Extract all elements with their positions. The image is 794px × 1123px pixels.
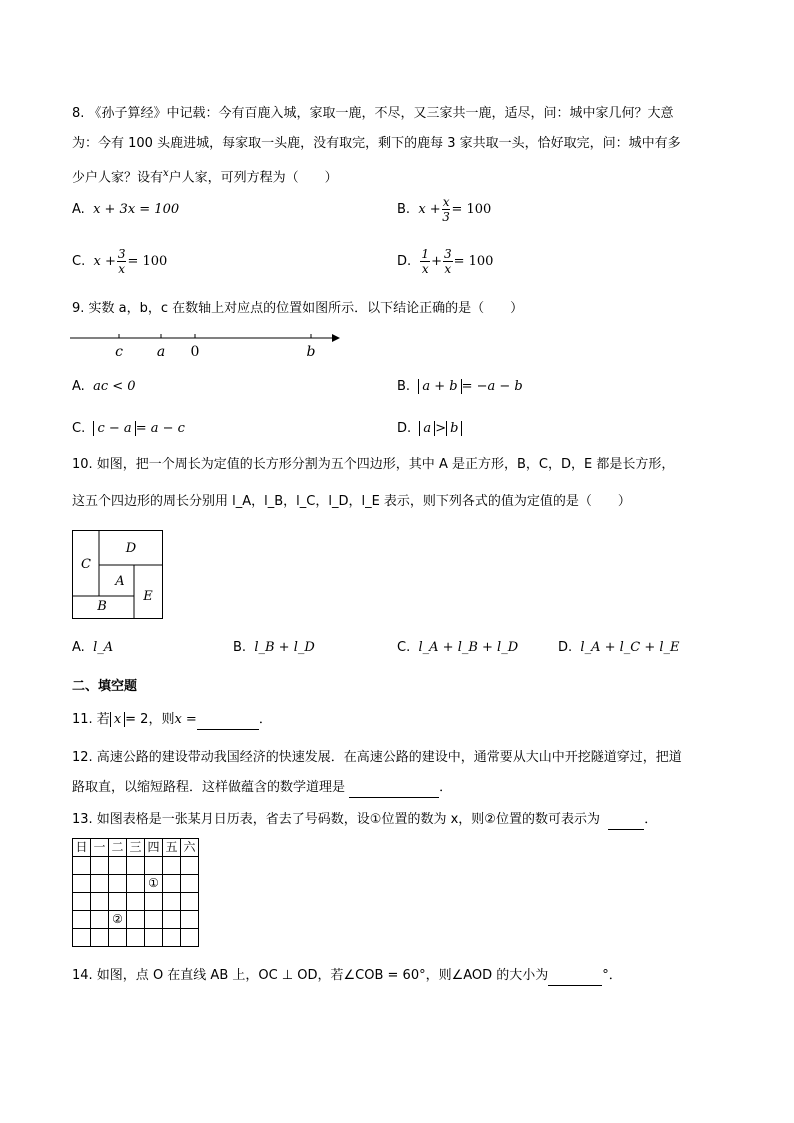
q12-line1: 12. 高速公路的建设带动我国经济的快速发展．在高速公路的建设中，通常要从大山中开挖隧道穿过，把道 <box>72 750 682 765</box>
q9-option-d: D. a > b <box>397 419 462 439</box>
q10-option-a: A. l_A <box>72 640 114 655</box>
q10-option-b: B. l_B + l_D <box>233 640 315 655</box>
q11: 11. 若 x = 2，则x = ． <box>72 710 272 730</box>
q10-line2: 这五个四边形的周长分别用 l_A，l_B，l_C，l_D，l_E 表示，则下列各式的值为定值的是（ ） <box>72 494 631 509</box>
q13-stem: 13. 如图表格是一张某月日历表，省去了号码数，设①位置的数为 x，则②位置的数可表示为 ． <box>72 810 657 830</box>
calendar-row <box>73 893 199 911</box>
calendar-header-cell: 五 <box>163 839 181 857</box>
calendar-header-cell: 三 <box>127 839 145 857</box>
calendar-row <box>73 875 199 893</box>
calendar-mark-1: ① <box>145 875 163 893</box>
number-line <box>70 328 350 364</box>
calendar-header-cell: 六 <box>181 839 199 857</box>
fig-label-d: D <box>125 541 137 556</box>
label-b: b <box>306 344 316 360</box>
q8-line2: 为：今有 100 头鹿进城，每家取一头鹿，没有取完，剩下的鹿每 3 家共取一头，恰好取完，问：城中有多 <box>72 136 681 151</box>
q9-option-b: B. a + b = −a − b <box>397 379 523 394</box>
q8-option-c: C. x + $\frac{3}{x}$ = 100 <box>72 247 168 276</box>
label-c: c <box>115 344 123 360</box>
calendar-header-cell: 四 <box>145 839 163 857</box>
q12-line2: 路取直，以缩短路程．这样做蕴含的数学道理是 ． <box>72 778 452 798</box>
q8-option-d: D. $\frac{1}{x}$ + $\frac{3}{x}$ = 100 <box>397 247 494 276</box>
calendar-header-cell: 一 <box>91 839 109 857</box>
calendar-header-cell: 日 <box>73 839 91 857</box>
q9-option-c: C. c − a = a − c <box>72 421 185 436</box>
q10-option-d: D. l_A + l_C + l_E <box>558 640 680 655</box>
calendar-row <box>73 929 199 947</box>
number-line-arrow <box>332 334 340 342</box>
fig-label-e: E <box>143 589 153 604</box>
calendar-table <box>72 838 199 947</box>
label-a: a <box>156 344 166 360</box>
q8-option-a: A. x + 3x = 100 <box>72 202 180 217</box>
q12-answer-blank[interactable] <box>349 783 439 798</box>
calendar-mark-2: ② <box>109 911 127 929</box>
fig-label-b: B <box>97 599 107 614</box>
q11-answer-blank[interactable] <box>197 715 259 730</box>
calendar-header-cell: 二 <box>109 839 127 857</box>
q14-answer-blank[interactable] <box>548 971 602 986</box>
rectangle-figure <box>72 530 164 620</box>
q9-option-a: A. ac < 0 <box>72 379 136 394</box>
q8-line3: 少户人家？设有$^x$户人家，可列方程为（ ） <box>72 168 338 186</box>
q10-option-c: C. l_A + l_B + l_D <box>397 640 519 655</box>
calendar-row <box>73 911 199 929</box>
q9-stem: 9. 实数 a，b，c 在数轴上对应点的位置如图所示．以下结论正确的是（ ） <box>72 301 524 316</box>
calendar-header-row <box>73 839 199 857</box>
label-zero: 0 <box>190 344 200 360</box>
q13-answer-blank[interactable] <box>608 815 644 830</box>
calendar-row <box>73 857 199 875</box>
section-title: 二、填空题 <box>72 679 138 694</box>
fig-label-a: A <box>115 574 125 589</box>
q8-option-b: B. x + $\frac{x}{3}$ = 100 <box>397 195 492 224</box>
q10-line1: 10. 如图，把一个周长为定值的长方形分割为五个四边形，其中 A 是正方形，B，C，D，E 都是长方形， <box>72 457 675 472</box>
fig-label-c: C <box>81 557 91 572</box>
q8-line1: 8. 《孙子算经》中记载：今有百鹿入城，家取一鹿，不尽，又三家共一鹿，适尽，问：城中家几何？大意 <box>72 106 674 121</box>
q14: 14. 如图，点 O 在直线 AB 上，OC ⊥ OD，若∠COB = 60°，则∠AOD 的大小为 °． <box>72 966 622 986</box>
